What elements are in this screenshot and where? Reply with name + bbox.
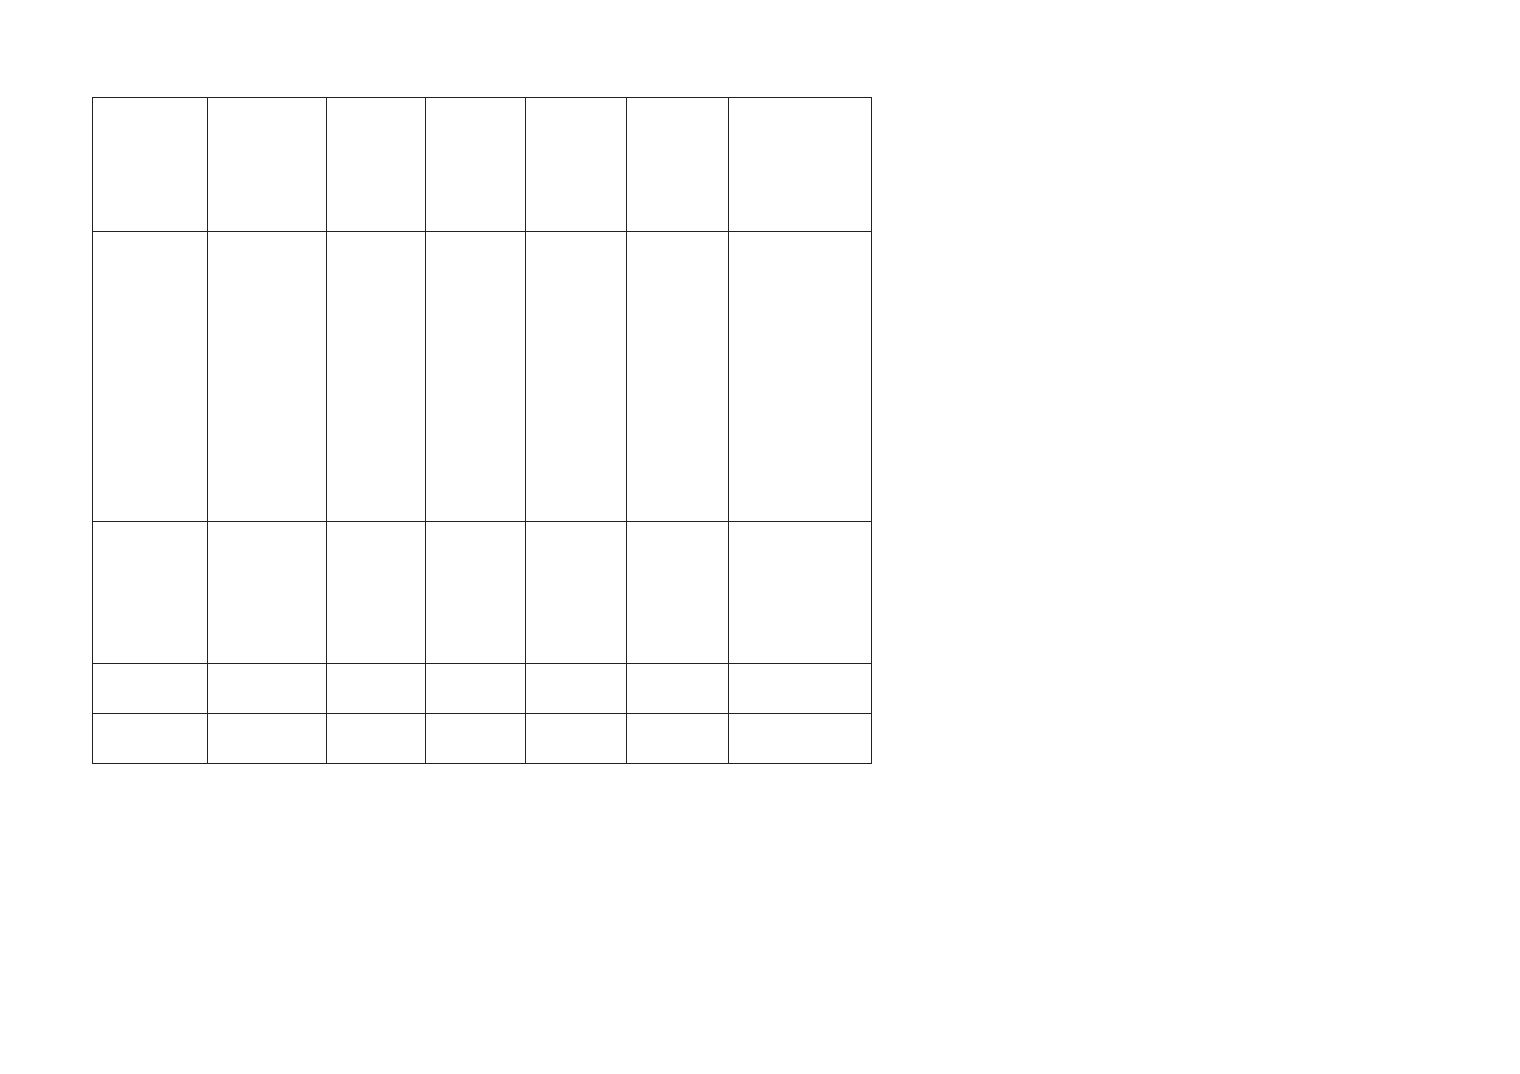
domain-cell <box>526 714 627 764</box>
owner-unit-cell <box>208 98 327 232</box>
table-name-cell <box>93 664 208 714</box>
security-level-cell <box>627 664 729 714</box>
dataset-row <box>93 232 872 522</box>
description-cell <box>729 522 872 664</box>
description-cell <box>729 664 872 714</box>
db-type-cell <box>426 522 526 664</box>
resource-type-cell <box>327 664 426 714</box>
domain-cell <box>526 522 627 664</box>
owner-unit-cell <box>208 522 327 664</box>
owner-unit-cell <box>208 664 327 714</box>
security-level-cell <box>627 232 729 522</box>
domain-cell <box>526 664 627 714</box>
resource-type-cell <box>327 714 426 764</box>
owner-unit-cell <box>208 714 327 764</box>
description-cell <box>729 714 872 764</box>
dataset-table <box>92 97 872 764</box>
resource-type-cell <box>327 232 426 522</box>
db-type-cell <box>426 232 526 522</box>
db-type-cell <box>426 664 526 714</box>
description-cell <box>729 98 872 232</box>
db-type-cell <box>426 98 526 232</box>
resource-type-cell <box>327 98 426 232</box>
resource-type-cell <box>327 522 426 664</box>
table-name-cell <box>93 232 208 522</box>
table-name-cell <box>93 98 208 232</box>
dataset-row <box>93 98 872 232</box>
security-level-cell <box>627 98 729 232</box>
domain-cell <box>526 232 627 522</box>
dataset-row <box>93 664 872 714</box>
db-type-cell <box>426 714 526 764</box>
table-name-cell <box>93 714 208 764</box>
security-level-cell <box>627 714 729 764</box>
dataset-row <box>93 522 872 664</box>
domain-cell <box>526 98 627 232</box>
description-cell <box>729 232 872 522</box>
owner-unit-cell <box>208 232 327 522</box>
dataset-row <box>93 714 872 764</box>
table-name-cell <box>93 522 208 664</box>
security-level-cell <box>627 522 729 664</box>
